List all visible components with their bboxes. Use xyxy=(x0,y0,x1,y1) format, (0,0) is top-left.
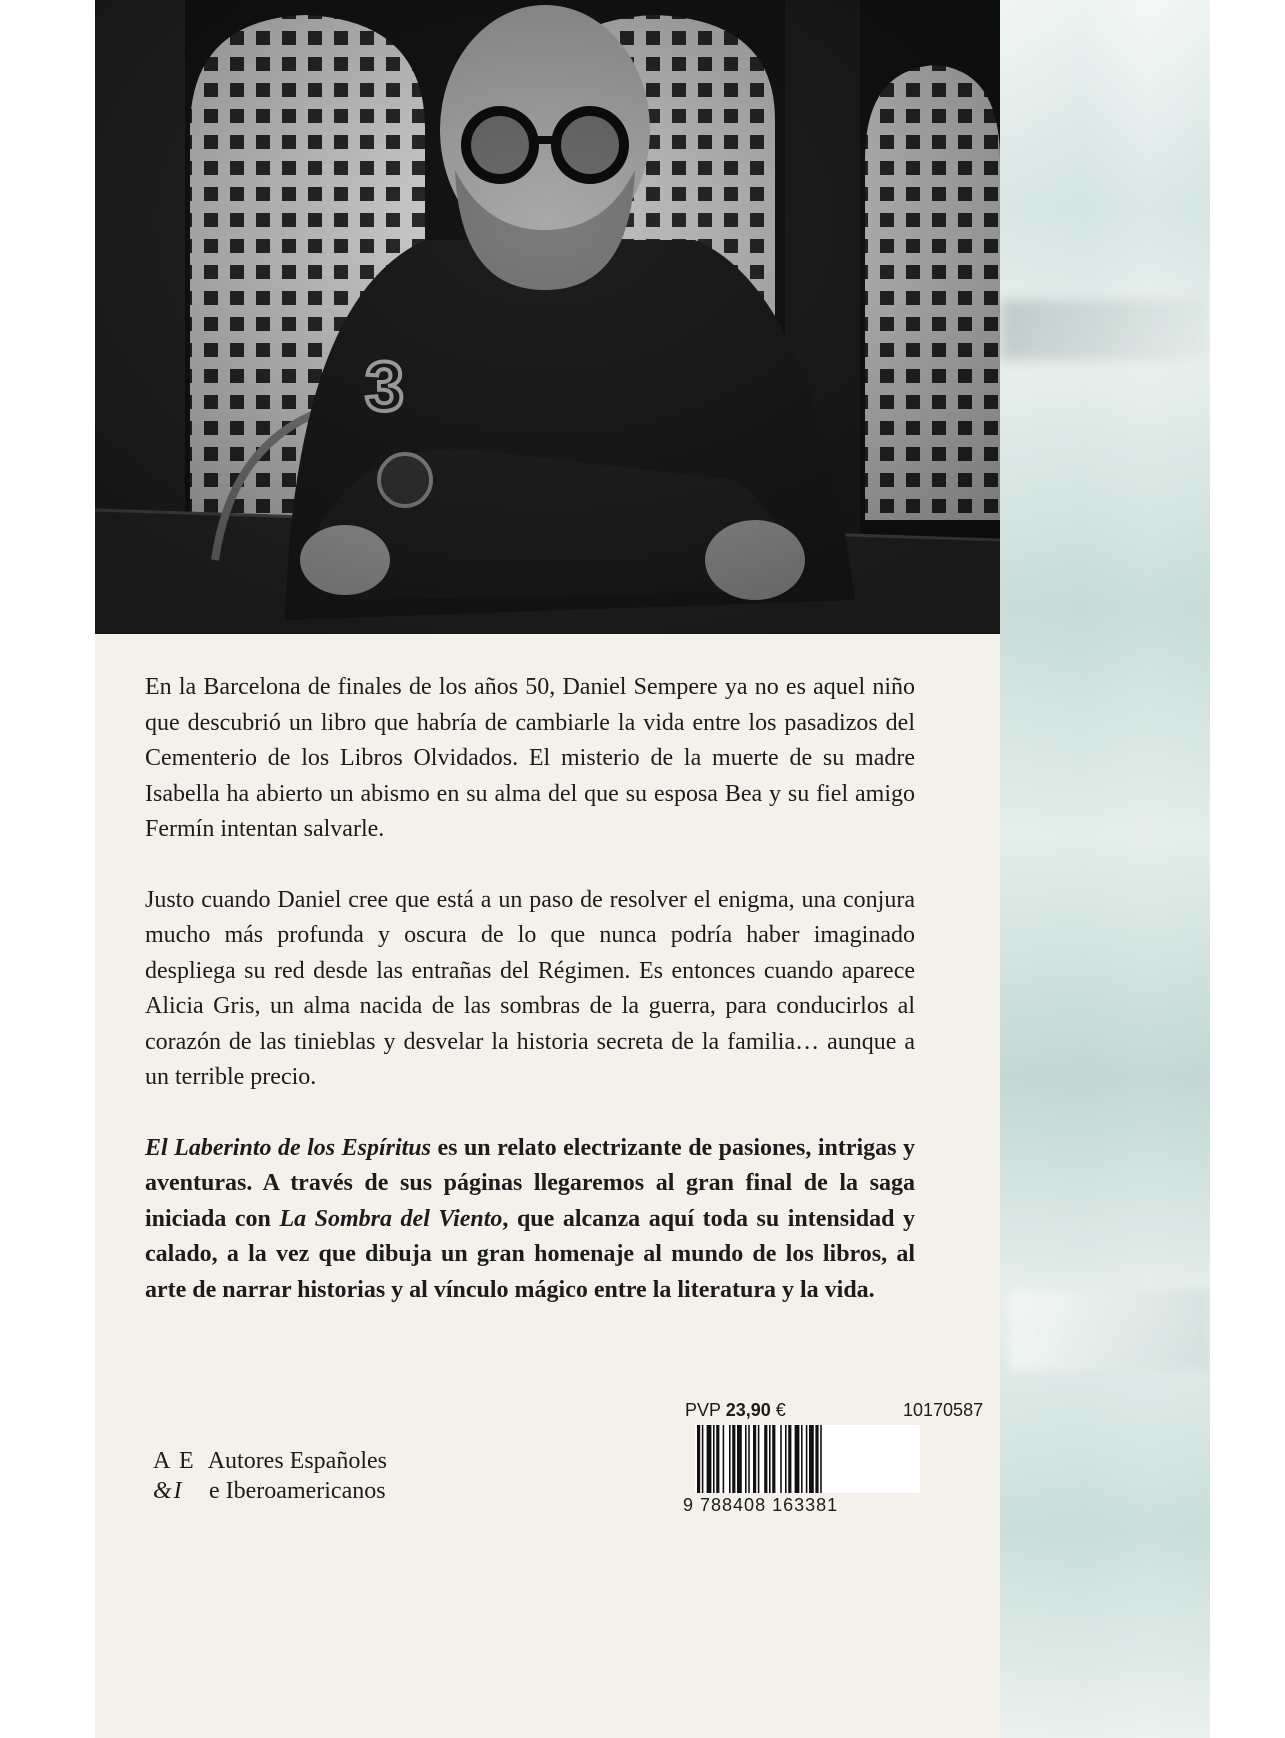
book-title: El Laberinto de los Espíritus xyxy=(145,1134,431,1161)
price-label: PVP 23,90 € xyxy=(685,1400,786,1420)
author-portrait-icon xyxy=(95,0,1000,634)
product-code: 10170587 xyxy=(903,1400,984,1420)
price-amount: 23,90 xyxy=(725,1400,771,1420)
synopsis-paragraph-3 xyxy=(145,1131,915,1309)
book-back-cover xyxy=(95,0,1210,1738)
publisher-name-line-2: e Iberoamericanos xyxy=(209,1478,386,1504)
synopsis-paragraph-3-part-2: , que alcanza aquí toda su intensidad y calado, a la vez que dibuja un gran homenaje al mundo de los libros, al arte de narrar historias y al vínculo mágico entre la literatura y la vida. xyxy=(145,1205,915,1303)
synopsis-text xyxy=(145,670,915,1343)
author-portrait-photo xyxy=(95,0,1000,634)
saga-first-title: La Sombra del Viento xyxy=(279,1205,503,1232)
synopsis-paragraph-2: Justo cuando Daniel cree que está a un paso de resolver el enigma, una conjura mucho más profunda y oscura de lo que nunca podría haber imaginado despliega su red desde las entrañas del Régimen. Es entonces cuando aparece Alicia Gris, un alma nacida de las sombras de la guerra, para conducirlos al corazón de las tinieblas y desvelar la historia secreta de la familia… aunque a un terrible precio. xyxy=(145,886,915,1090)
publisher-name-line-1: Autores Españoles xyxy=(207,1448,387,1474)
side-texture-strip xyxy=(1000,0,1210,1738)
barcode-icon xyxy=(695,1425,920,1493)
publisher-logo-mark-2: &I xyxy=(153,1478,184,1504)
publisher-logo-mark-1: A E xyxy=(153,1448,196,1474)
barcode-number: 9 788408 163381 xyxy=(683,1495,839,1515)
synopsis-paragraph-1: En la Barcelona de finales de los años 50, Daniel Sempere ya no es aquel niño que descubrió un libro que habría de cambiarle la vida entre los pasadizos del Cementerio de los Libros Olvidados. El misterio de la muerte de su madre Isabella ha abierto un abismo en su alma del que su esposa Bea y su fiel amigo Fermín intentan salvarle. xyxy=(145,674,915,842)
publisher-logo xyxy=(153,1446,387,1506)
synopsis-paragraph-3-part-1: es un relato electrizante de pasiones, intrigas y aventuras. A través de sus páginas llegaremos al gran final de la saga iniciada con xyxy=(145,1134,915,1232)
price-currency: € xyxy=(775,1400,786,1420)
